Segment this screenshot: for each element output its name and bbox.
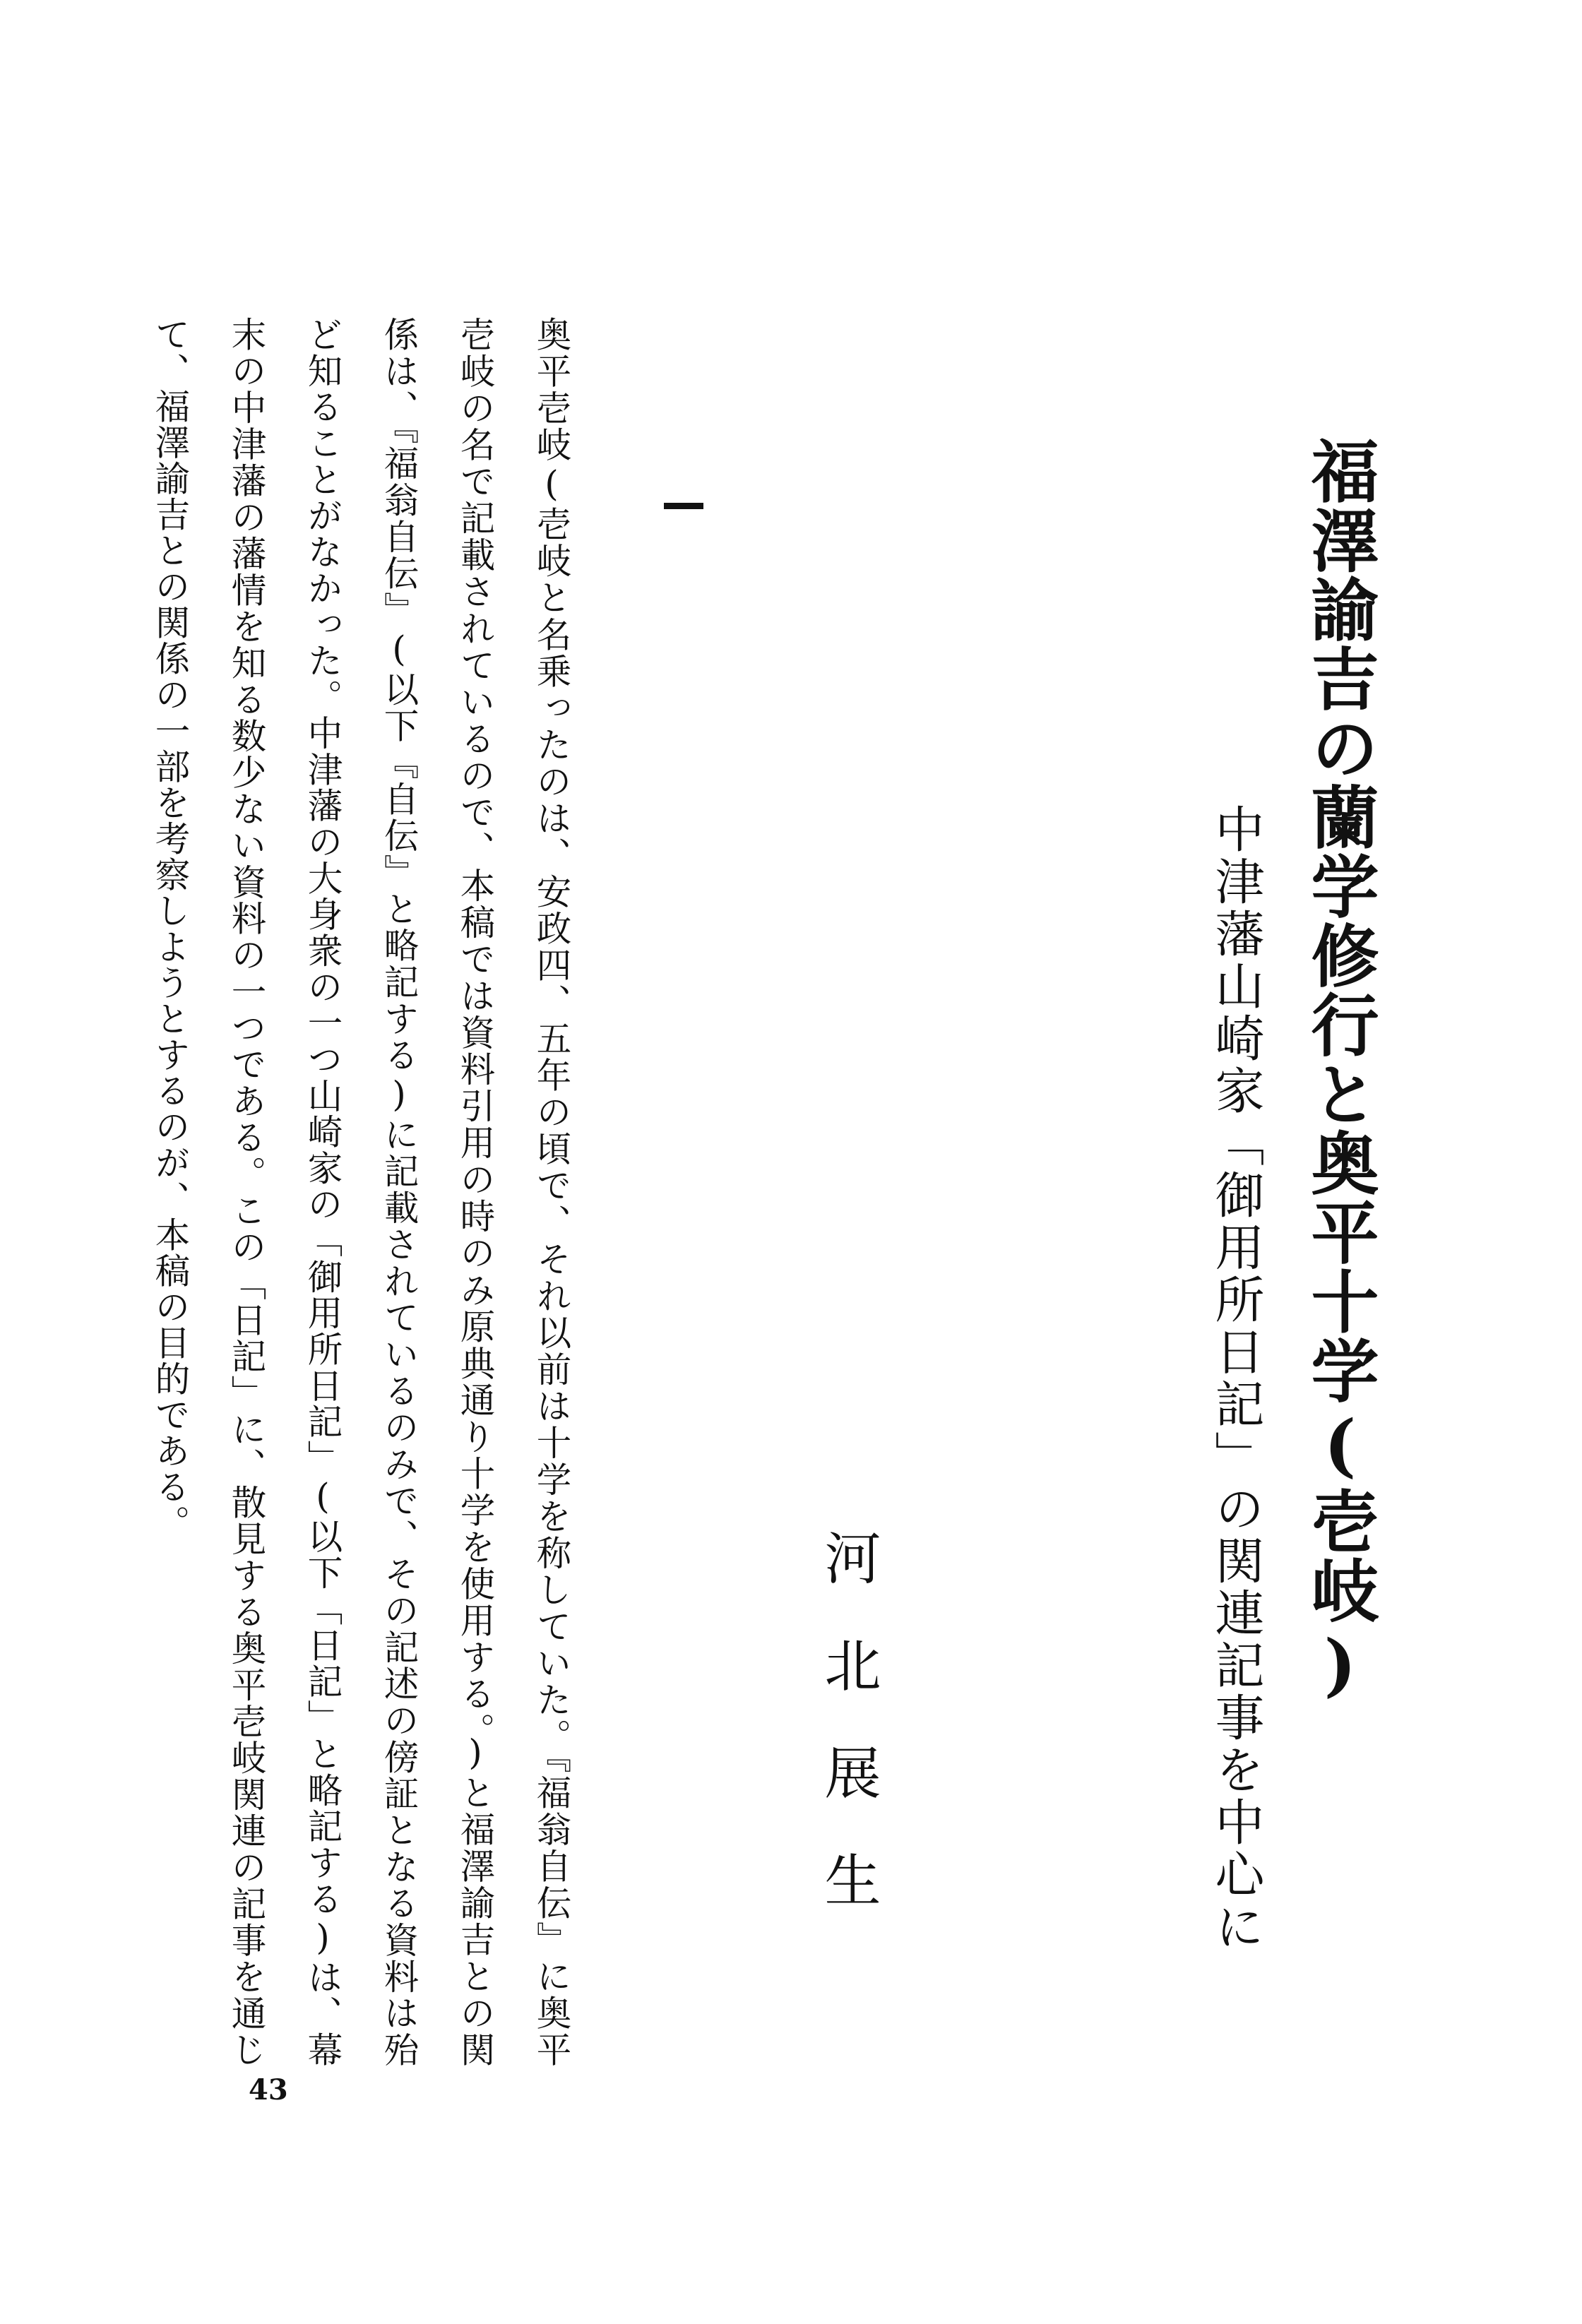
article-title: 福澤諭吉の蘭学修行と奥平十学(壱岐) (1300, 436, 1380, 1706)
body-paragraph: 奥平壱岐(壱岐と名乗ったのは、安政四、五年の頃で、それ以前は十学を称していた。『福翁自伝』に奥平壱岐の名で記載されているので、本稿では資料引用の時のみ原典通り十学を使用する。)と福澤諭吉との関係は、『福翁自伝』(以下『自伝』と略記する)に記載されているのみで、その記述の傍証となる資料は殆ど知ることがなかった。中津藩の大身衆の一つ山崎家の「御用所日記」(以下「日記」と略記する)は、幕末の中津藩の藩情を知る数少ない資料の一つである。この「日記」に、散見する奥平壱岐関連の記事を通じて、福澤諭吉との関係の一部を考察しようとするのが、本稿の目的である。 (150, 316, 572, 2068)
author-name: 河北展生 (815, 1529, 881, 1958)
page-number: 43 (249, 2073, 288, 2107)
article-subtitle: 中津藩山崎家「御用所日記」の関連記事を中心に (1207, 804, 1265, 1953)
body-text (150, 316, 590, 2068)
section-number (664, 503, 703, 509)
